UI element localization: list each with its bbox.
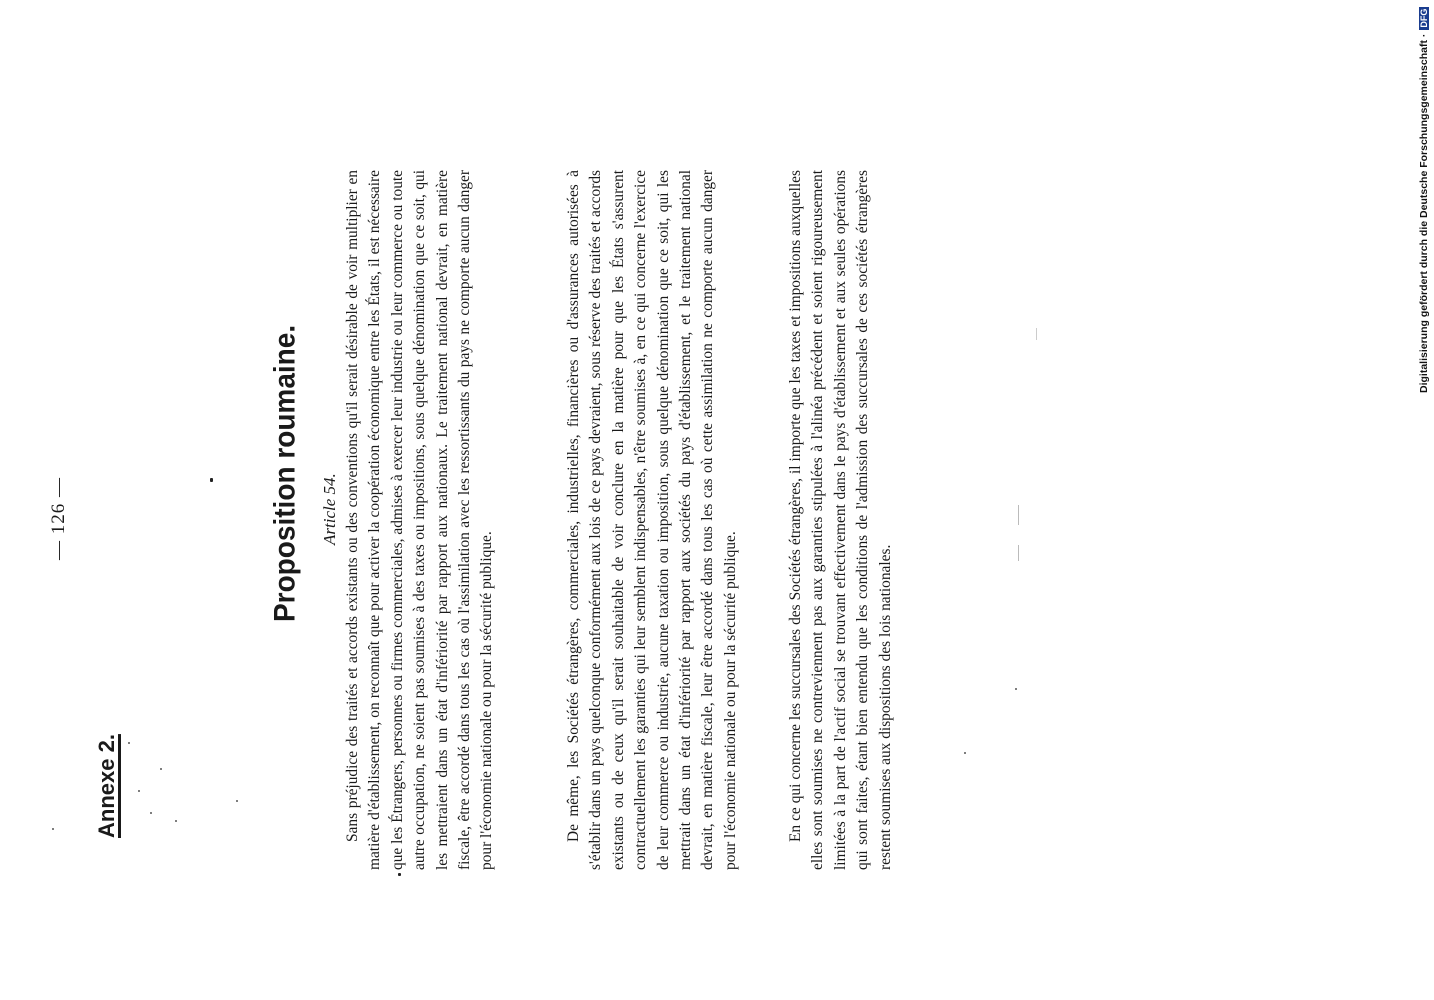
scan-speck bbox=[398, 873, 401, 876]
scan-speck bbox=[128, 742, 130, 744]
document-title: Proposition roumaine. bbox=[268, 324, 301, 622]
annex-label: Annexe 2. bbox=[94, 734, 119, 838]
scan-mark bbox=[1018, 505, 1019, 525]
scan-speck bbox=[236, 800, 238, 802]
paragraph-2: De même, les Sociétés étrangères, commerciales, industrielles, financières ou d'assurances autorisées à s'établir dans un pays quelconque conformément aux lois de ce pays devraient, sous réserve des traités et accords existants ou de ceux qu'il serait souhaitable de voir conclure en la matière pour que les États s'assurent contractuellement les garanties qui leur semblent indispensables, n'être soumises à, en ce qui concerne l'exercice de leur commerce ou industrie, aucune taxation ou imposition, sous quelque dénomination que ce soit, qui les mettrait dans un état d'infériorité par rapport aux sociétés du pays d'établissement, et le traitement national devrait, en matière fiscale, leur être accordé dans tous les cas où cette assimilation ne comporte aucun danger pour l'économie nationale ou pour la sécurité publique. bbox=[565, 170, 739, 870]
scan-speck bbox=[138, 790, 140, 792]
scan-speck bbox=[160, 768, 162, 770]
scan-mark bbox=[1018, 545, 1019, 561]
scan-speck bbox=[1015, 688, 1017, 690]
scan-speck bbox=[964, 752, 966, 754]
scan-speck bbox=[52, 828, 54, 830]
credit-text: Digitalisierung gefördert durch die Deutsche Forschungsgemeinschaft · bbox=[1418, 33, 1430, 393]
paragraph-1: Sans préjudice des traités et accords existants ou des conventions qu'il serait désirable de voir multiplier en matière d'établissement, on reconnaît que pour activer la coopération économique entre les États, il est nécessaire que les Étrangers, personnes ou firmes commerciales, admises à exercer leur industrie ou leur commerce ou toute autre occupation, ne soient pas soumises à des taxes ou impositions, sous quelque dénomination que ce soit, qui les mettraient dans un état d'infériorité par rapport aux nationaux. Le traitement national devrait, en matière fiscale, être accordé dans tous les cas où l'assimilation avec les ressortissants du pays ne comporte aucun danger pour l'économie nationale ou pour la sécurité publique. bbox=[344, 170, 496, 870]
article-heading: Article 54. bbox=[320, 473, 339, 545]
scan-mark bbox=[1036, 328, 1037, 340]
page-number: — 126 — bbox=[48, 477, 69, 560]
scan-speck bbox=[150, 812, 152, 814]
scan-speck bbox=[210, 478, 213, 482]
dfg-logo-badge: DFG bbox=[1419, 8, 1429, 28]
scan-speck bbox=[175, 820, 177, 822]
digitization-credit bbox=[1418, 7, 1430, 393]
paragraph-3: En ce qui concerne les succursales des Sociétés étrangères, il importe que les taxes et impositions auxquelles elles sont soumises ne contreviennent pas aux garanties stipulées à l'alinéa précédent et soient rigoureusement limitées à la part de l'actif social se trouvant effectivement dans le pays d'établissement et aux seules opérations qui sont faites, étant bien entendu que les conditions de l'admission des succursales de ces sociétés étrangères restent soumises aux dispositions des lois nationales. bbox=[787, 170, 894, 870]
